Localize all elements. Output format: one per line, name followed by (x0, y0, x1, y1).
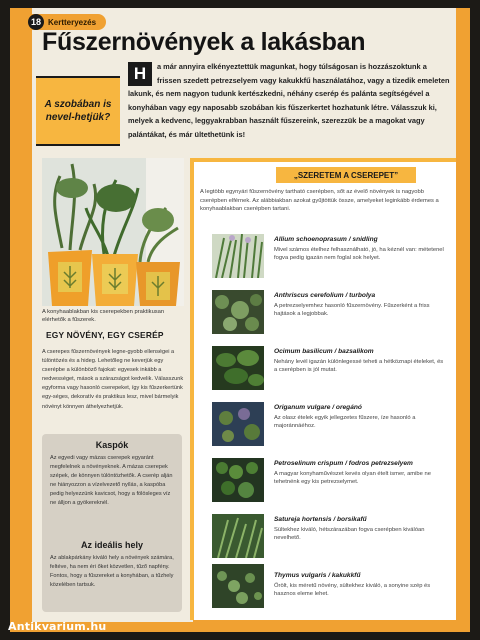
herb-panel-header: „SZERETEM A CSEREPET” (276, 167, 416, 183)
herb-name: Origanum vulgare / oregánó (274, 404, 362, 411)
herb-desc: Nehány levél igazán különlegessé teheti a hétköznapi ételeket, és a cserépben is jól mutat. (274, 359, 444, 374)
box-text-pots: Az egyedi vagy mázas cserepek egyaránt megfelelnek a növényeknek. A mázas cserepek szépek, de könnyen túlöntözhetők. A cserép alján ne hiányozzon a vízelvezető nyílás, a kaspóba pedig helyezzünk kavicsot, hogy a fölösleges víz ne álljon a gyökereknél. (50, 455, 173, 506)
herb-panel (190, 158, 456, 620)
intro-paragraph (128, 60, 452, 142)
herb-panel-intro: A legtöbb egynyári fűszernövény tartható cserépben, sőt az évelő növények is nagyobb cserépben elférnek. Az alábbiakban azokat gyűjtöttük össze, amelyeket leginkább érdemes a konyhaablakban cserépben tartani. (200, 189, 439, 213)
herb-name: Allium schoenoprasum / snidling (274, 236, 378, 243)
herb-name: Ocimum basilicum / bazsalikom (274, 348, 374, 355)
magazine-page (10, 8, 470, 632)
question-callout: A szobában is nevel-hetjük? (36, 76, 120, 146)
basil-photo (212, 346, 264, 390)
herb-desc: A magyar konyhaművészet kevés olyan ételt ismer, amibe ne tehetnénk egy kis petrezselymet. (274, 471, 431, 486)
herb-desc: Mivel számos ételhez felhasználható, jó, ha kéznél van: métetenel fogva pedig igazán nem foglal sok helyet. (274, 247, 444, 262)
herb-name: Thymus vulgaris / kakukkfű (274, 572, 361, 579)
herb-pots-illustration (42, 158, 184, 306)
tips-box (42, 434, 182, 612)
herb-desc: Sültekhez kiváló, hétszárazában fogva cserépben kiválóan nevelhető. (274, 527, 425, 542)
section-text: A cserepes fűszernövények legne-gyobb ellenségei a túlöntözés és a hideg. Lehetőleg ne keverjük egy cserépbe a különböző fajokat: egyesek inkább a nedvességet, mások a szárazságot kedvelik. Válasszunk egyforma vagy hasonló cserepeket, így kis fűszerkertünk egy-séges, dekoratív és praktikus lesz, mivel bármelyik növényt könnyen áthelyezhetjük. (42, 349, 184, 410)
herb-name: Satureja hortensis / borsikafű (274, 516, 367, 523)
right-orange-stripe (456, 8, 470, 632)
herb-desc: Őrölt, kis méretű növény, sültekhez kiváló, a sonyine szép és hasznos eleme lehet. (274, 583, 431, 598)
herb-pots-photo (42, 158, 184, 306)
section-label: Kertteryezés (48, 17, 97, 27)
parsley-photo (212, 458, 264, 502)
box-text-place: Az ablakpárkány kiváló hely a növények számára, feltéve, ha nem éri őket közvetlen, tűző napfény. Fontos, hogy a fűszereket a konyhában, a tűzhely közelében tartsuk. (50, 555, 174, 588)
section-heading: EGY NÖVÉNY, EGY CSERÉP (46, 330, 164, 340)
chervil-photo (212, 290, 264, 334)
box-heading-pots: Kaspók (95, 440, 129, 450)
thyme-photo (212, 564, 264, 608)
herb-desc: Az olasz ételek egyik jellegzetes fűszere, íze hasonló a majoránnáéhoz. (274, 415, 416, 430)
drop-cap: H (128, 62, 152, 86)
page-title: Fűszernövények a lakásban (42, 28, 366, 56)
intro-text: a már annyira elkényeztettük magunkat, hogy túlságosan is hozzászoktunk a frissen szedett petrezselyem vagy kakukkfű használatához, vagy a tizedik emeleten lakunk, és nem nagyon tudunk kertészkedni, néhány cserép és palánta segítségével a konyhában vagy egy naposabb szobában kis fűszerkertet hozhatunk létre. Válasszuk ki, melyek a kedvenc, leggyakrabban használt fűszereink, szerezzük be a magokat vagy palántákat, és már ültethetünk is! (128, 62, 450, 139)
page-number: 18 (28, 14, 44, 30)
chives-photo (212, 234, 264, 278)
photo-caption: A konyhaablakban kis cserepekben praktikusan elérhetők a fűszerek. (42, 309, 165, 323)
site-watermark: Antikvarium.hu (8, 620, 107, 633)
box-heading-place: Az ideális hely (80, 540, 144, 550)
left-orange-stripe (10, 8, 32, 632)
oregano-photo (212, 402, 264, 446)
savory-photo (212, 514, 264, 558)
herb-desc: A petrezselyemhez hasonló fűszernövény. Fűszerként a friss hajtások a legjobbak. (274, 303, 430, 318)
herb-name: Anthriscus cerefolium / turbolya (274, 292, 376, 299)
herb-name: Petroselinum crispum / fodros petrezselyem (274, 460, 413, 467)
